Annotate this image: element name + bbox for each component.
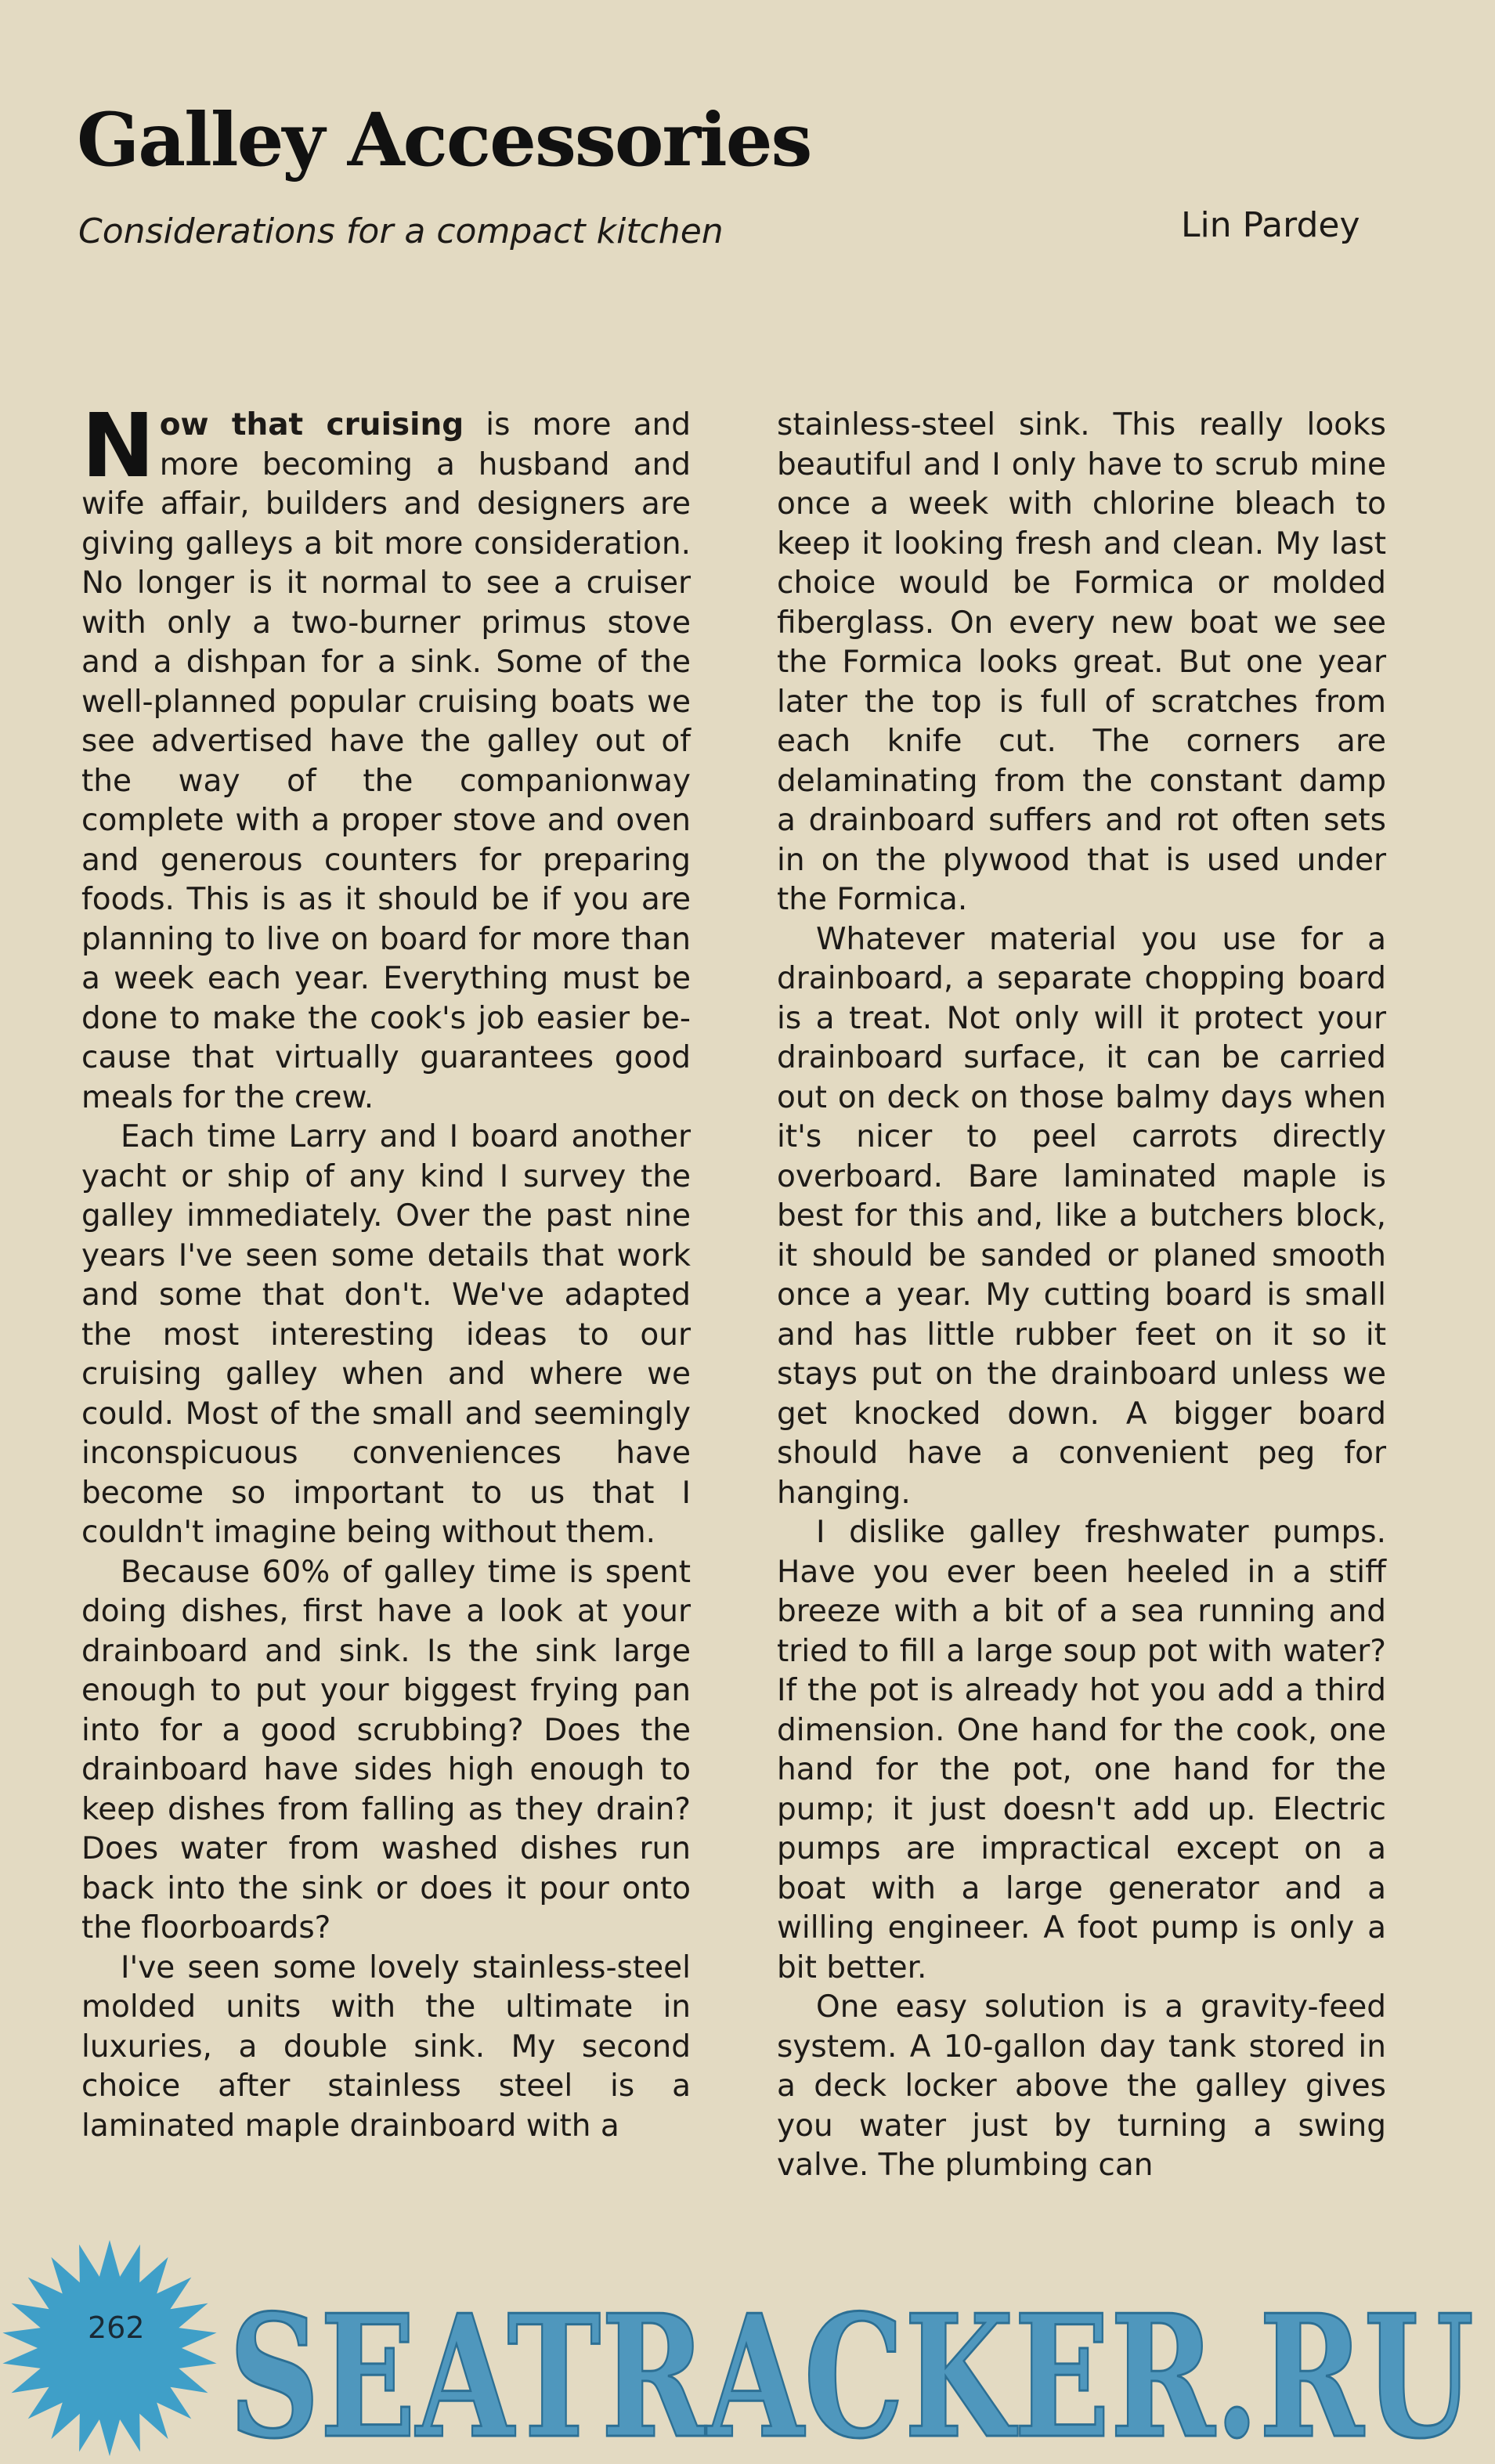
paragraph-1 xyxy=(81,396,691,1118)
paragraph-3: Because 60% of galley time is spent doing dishes, first have a look at your drainboard and sink. Is the sink large enough to put your biggest frying pan into for a good scrubbing? Does the drainboard have sides high enough to keep dishes from falling as they drain? Does water from washed dishes run back into the sink or does it pour onto the floorboards? xyxy=(81,1554,691,1946)
article-author: Lin Pardey xyxy=(1181,205,1360,245)
paragraph-6: Whatever material you use for a drainboard, a separate chopping board is a treat. Not only will it protect your drainboard surface, it can be carried out on deck on those balmy days when it's nicer to peel carrots directly overboard. Bare laminated maple is best for this and, like a butchers block, it should be sanded or planed smooth once a year. My cutting board is small and has little rubber feet on it so it stays put on the drainboard unless we get knocked down. A bigger board should have a convenient peg for hanging. xyxy=(777,921,1386,1511)
paragraph-2: Each time Larry and I board another yacht or ship of any kind I survey the galley immediately. Over the past nine years I've seen some details that work and some that don't. We've adapted the most interesting ideas to our cruising galley when and where we could. Most of the small and seemingly inconspicuous conveniences have become so important to us that I couldn't imagine being without them. xyxy=(81,1119,691,1550)
paragraph-8: One easy solution is a gravity-feed system. A 10-gallon day tank stored in a deck locker above the galley gives you water just by turning a swing valve. The plumbing can xyxy=(777,1989,1386,2183)
paragraph-4: I've seen some lovely stainless-steel molded units with the ultimate in luxuries, a double sink. My second choice after stainless steel is a laminated maple drainboard with a xyxy=(81,1949,691,2144)
article-title: Galley Accessories xyxy=(77,97,811,183)
lead-in: ow that cruising xyxy=(159,407,464,443)
paragraph-7: I dislike galley freshwater pumps. Have you ever been heeled in a stiff breeze with a bit of a sea running and tried to fill a large soup pot with water? If the pot is already hot you add a third dimension. One hand for the cook, one hand for the pot, one hand for the pump; it just doesn't add up. Electric pumps are impractical except on a boat with a large generator and a willing engineer. A foot pump is only a bit better. xyxy=(777,1515,1386,1985)
right-column xyxy=(777,406,1386,2186)
page-number: 262 xyxy=(88,2310,145,2345)
paragraph-text: is more and more becoming a husband and wife affair, builders and designers are giving galleys a bit more consideration. No longer is it normal to see a cruiser with only a two-burner primus stove and a dishpan for a sink. Some of the well-planned popular cruising boats we see advertised have the galley out of the way of the companionway complete with a proper stove and oven and generous counters for preparing foods. This is as it should be if you are planning to live on board for more than a week each year. Everything must be done to make the cook's job easier because that virtually guarantees good meals for the crew. xyxy=(81,407,691,1115)
watermark xyxy=(229,2279,1482,2459)
article-subtitle: Considerations for a compact kitchen xyxy=(78,211,724,251)
watermark-text: SEATRACKER.RU xyxy=(229,2279,1474,2459)
drop-cap: N xyxy=(81,396,155,497)
starburst-badge-icon xyxy=(0,2240,227,2459)
paragraph-5: stainless-steel sink. This really looks beautiful and I only have to scrub mine once a week with chlorine bleach to keep it looking fresh and clean. My last choice would be Formica or molded fiberglass. On every new boat we see the Formica looks great. But one year later the top is full of scratches from each knife cut. The corners are delaminating from the constant damp a drainboard suffers and rot often sets in on the plywood that is used under the Formica. xyxy=(777,407,1386,917)
left-column xyxy=(81,396,691,2146)
